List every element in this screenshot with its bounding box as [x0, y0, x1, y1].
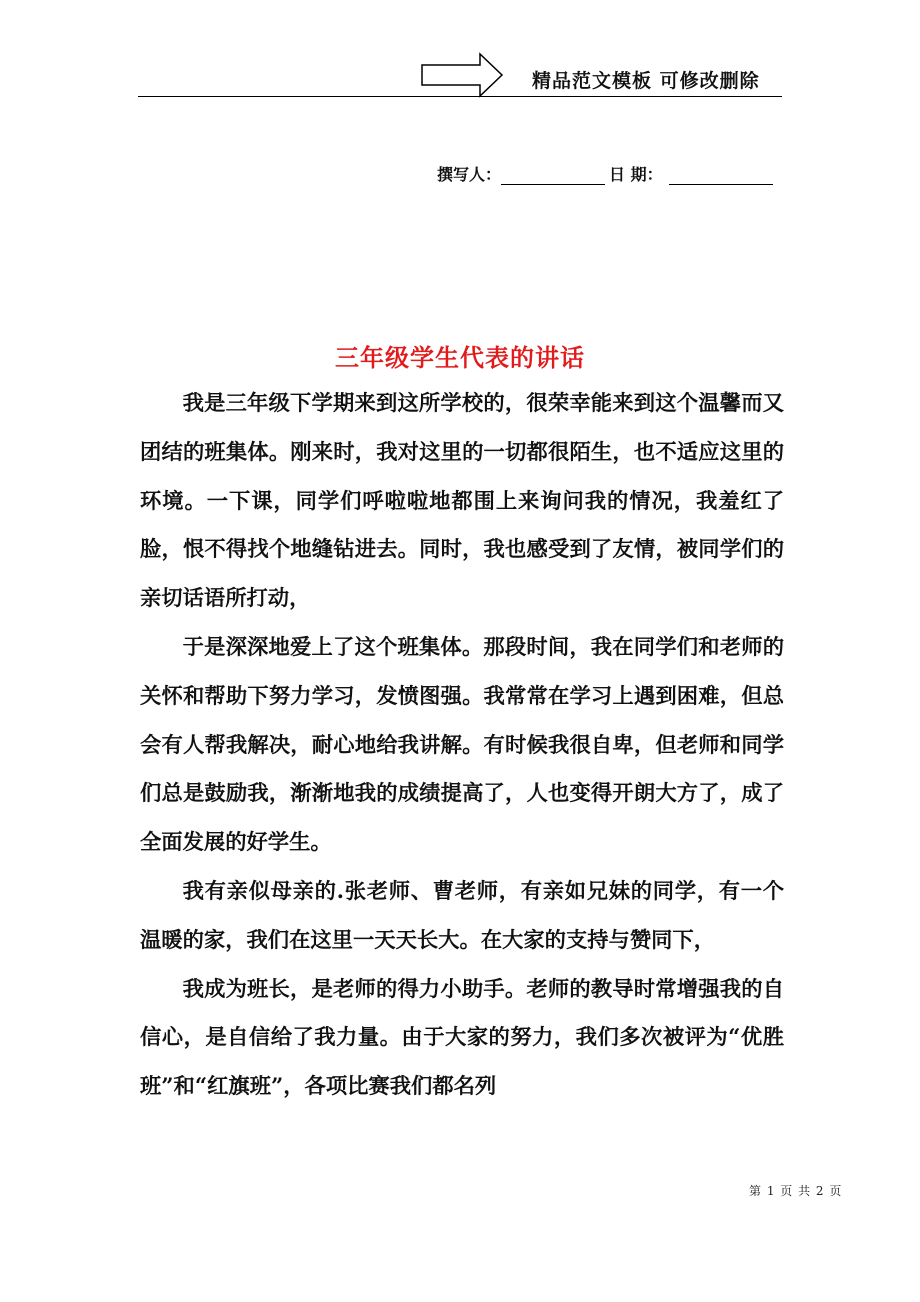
- page-number: 第 1 页 共 2 页: [749, 1184, 843, 1198]
- date-label: 日 期：: [609, 165, 663, 184]
- author-label: 撰写人：: [437, 165, 502, 184]
- paragraph: 于是深深地爱上了这个班集体。那段时间，我在同学们和老师的关怀和帮助下努力学习，发愤图强。我常常在学习上遇到困难，但总会有人帮我解决，耐心地给我讲解。有时候我很自卑，但老师和同学们总是鼓励我，渐渐地我的成绩提高了，人也变得开朗大方了，成了全面发展的好学生。: [140, 634, 784, 856]
- author-blank: [501, 166, 605, 185]
- paragraph: 我有亲似母亲的.张老师、曹老师，有亲如兄妹的同学，有一个温暖的家，我们在这里一天天长大。在大家的支持与赞同下，: [140, 878, 784, 953]
- document-title: 三年级学生代表的讲话: [335, 343, 585, 372]
- paragraph: 我成为班长，是老师的得力小助手。老师的教导时常增强我的自信心，是自信给了我力量。由于大家的努力，我们多次被评为“优胜班”和“红旗班”，各项比赛我们都名列: [140, 976, 784, 1100]
- author-date-line: [437, 162, 773, 185]
- document-body: [140, 380, 784, 1112]
- arrow-icon: [420, 52, 504, 98]
- date-blank: [669, 166, 773, 185]
- paragraph: 我是三年级下学期来到这所学校的，很荣幸能来到这个温馨而又团结的班集体。刚来时，我对这里的一切都很陌生，也不适应这里的环境。一下课，同学们呼啦啦地都围上来询问我的情况，我羞红了脸，恨不得找个地缝钻进去。同时，我也感受到了友情，被同学们的亲切话语所打动，: [140, 391, 784, 612]
- header-banner-text: 精品范文模板 可修改删除: [532, 70, 760, 92]
- header-divider: [138, 96, 782, 97]
